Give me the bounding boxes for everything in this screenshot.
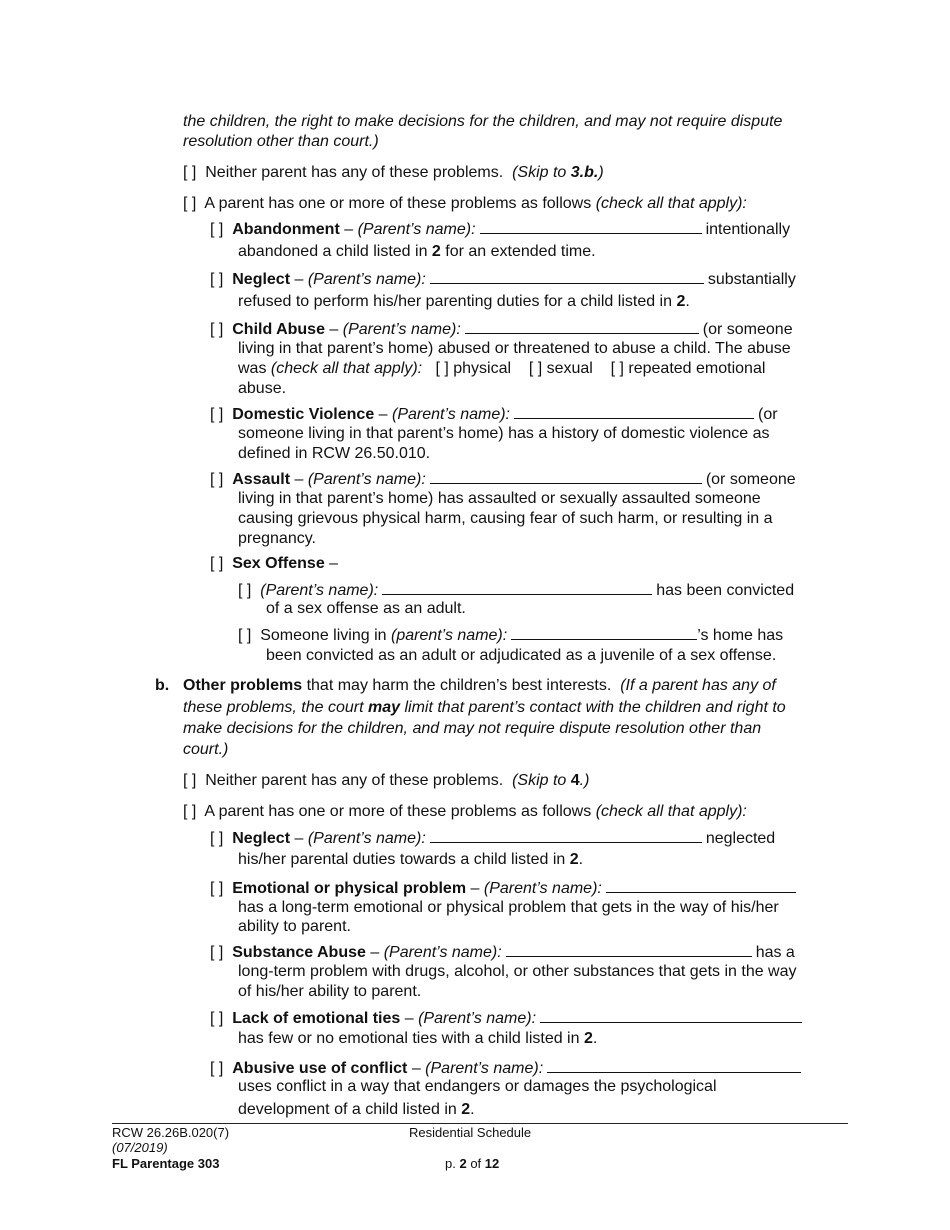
sex-offense-row[interactable]: [ ] Sex Offense – [210, 555, 339, 572]
parent-name-field[interactable] [606, 878, 796, 893]
assault-line-3: causing grievous physical harm, causing fear of such harm, or resulting in a [238, 510, 773, 527]
lack-ties-row[interactable]: [ ] Lack of emotional ties – (Parent’s name): [210, 1008, 806, 1029]
abandonment-line-2: abandoned a child listed in 2 for an extended time. [238, 243, 596, 260]
parent-name-field[interactable] [540, 1008, 802, 1023]
footer-divider [112, 1123, 848, 1124]
abusive-conflict-line-2: uses conflict in a way that endangers or damages the psychological [238, 1078, 717, 1095]
parent-name-field[interactable] [430, 269, 704, 284]
checkbox[interactable]: [ ] [183, 195, 197, 212]
child-abuse-row[interactable]: [ ] Child Abuse – (Parent’s name): (or someone [210, 321, 793, 338]
assault-line-2: living in that parent’s home) has assaulted or sexually assaulted someone [238, 490, 761, 507]
footer-title: Residential Schedule [409, 1125, 532, 1140]
parent-name-field[interactable] [547, 1058, 801, 1073]
substance-abuse-line-2: long-term problem with drugs, alcohol, or other substances that gets in the way [238, 963, 797, 980]
emotional-problem-line-3: ability to parent. [238, 918, 351, 935]
abuse-sexual-option[interactable]: [ ] sexual [528, 360, 593, 377]
abusive-conflict-line-3: development of a child listed in 2. [238, 1101, 475, 1118]
checkbox[interactable]: [ ] [210, 830, 224, 847]
child-abuse-line-2: living in that parent’s home) abused or threatened to abuse a child. The abuse [238, 340, 791, 357]
checkbox[interactable]: [ ] [210, 944, 224, 961]
b-one-or-more-option[interactable]: [ ] A parent has one or more of these problems as follows (check all that apply): [183, 803, 747, 820]
footer-form-name: FL Parentage 303 [112, 1156, 220, 1171]
section-b-note-4: court.) [183, 741, 229, 758]
lack-ties-line-2: has few or no emotional ties with a child listed in 2. [238, 1030, 598, 1047]
footer-rcw: RCW 26.26B.020(7) [112, 1125, 230, 1140]
child-abuse-line-4: abuse. [238, 380, 287, 397]
sex-offense-sub-1-line-2: of a sex offense as an adult. [266, 600, 466, 617]
abusive-conflict-row[interactable]: [ ] Abusive use of conflict – (Parent’s name): [210, 1058, 805, 1079]
b-neglect-line-2: his/her parental duties towards a child listed in 2. [238, 851, 584, 868]
neglect-line-2: refused to perform his/her parenting duties for a child listed in 2. [238, 293, 690, 310]
intro-line-1: the children, the right to make decisions for the children, and may not require dispute [183, 113, 783, 130]
sex-offense-sub-1[interactable]: [ ] (Parent’s name): has been convicted [238, 582, 795, 599]
neglect-row[interactable]: [ ] Neglect – (Parent’s name): substantially [210, 271, 796, 288]
domestic-violence-line-2: someone living in that parent’s home) has a history of domestic violence as [238, 425, 770, 442]
emotional-problem-line-2: has a long-term emotional or physical problem that gets in the way of his/her [238, 899, 779, 916]
abuse-emotional-option[interactable]: [ ] repeated emotional [610, 360, 766, 377]
parent-name-field[interactable] [430, 469, 702, 484]
parent-name-field[interactable] [465, 319, 699, 334]
checkbox[interactable]: [ ] [210, 221, 224, 238]
section-b-label: b. [155, 677, 170, 694]
substance-abuse-row[interactable]: [ ] Substance Abuse – (Parent’s name): has a [210, 944, 795, 961]
domestic-violence-line-3: defined in RCW 26.50.010. [238, 445, 431, 462]
checkbox[interactable]: [ ] [183, 164, 197, 181]
checkbox[interactable]: [ ] [183, 772, 197, 789]
checkbox[interactable]: [ ] [210, 880, 224, 897]
footer-date: (07/2019) [112, 1140, 168, 1155]
domestic-violence-row[interactable]: [ ] Domestic Violence – (Parent’s name): (or [210, 406, 778, 423]
sex-offense-sub-2[interactable]: [ ] Someone living in (parent’s name): ’s home has [238, 627, 784, 644]
checkbox[interactable]: [ ] [210, 1010, 224, 1027]
parent-name-field[interactable] [480, 219, 702, 234]
sex-offense-sub-2-line-2: been convicted as an adult or adjudicated as a juvenile of a sex offense. [266, 647, 777, 664]
checkbox[interactable]: [ ] [210, 1060, 224, 1077]
parent-name-field[interactable] [511, 625, 697, 640]
section-b-note-3: make decisions for the children, and may not require dispute resolution other than [183, 720, 762, 737]
footer-page-number: p. 2 of 12 [445, 1156, 500, 1171]
checkbox[interactable]: [ ] [210, 321, 224, 338]
checkbox[interactable]: [ ] [210, 406, 224, 423]
a-one-or-more-option[interactable]: [ ] A parent has one or more of these problems as follows (check all that apply): [183, 195, 747, 212]
substance-abuse-line-3: of his/her ability to parent. [238, 983, 422, 1000]
section-b-note-2: these problems, the court may limit that parent’s contact with the children and right to [183, 699, 786, 716]
assault-row[interactable]: [ ] Assault – (Parent’s name): (or someone [210, 471, 796, 488]
checkbox[interactable]: [ ] [210, 271, 224, 288]
checkbox[interactable]: [ ] [210, 555, 224, 572]
assault-line-4: pregnancy. [238, 530, 316, 547]
parent-name-field[interactable] [382, 580, 652, 595]
child-abuse-line-3: was (check all that apply): [ ] physical [ ] sexual [ ] repeated emotional [238, 360, 766, 377]
intro-line-2: resolution other than court.) [183, 133, 379, 150]
checkbox[interactable]: [ ] [238, 627, 252, 644]
checkbox[interactable]: [ ] [238, 582, 252, 599]
parent-name-field[interactable] [506, 942, 752, 957]
section-b-heading: Other problems that may harm the children’s best interests. (If a parent has any of [183, 677, 776, 694]
b-neither-option[interactable]: [ ] Neither parent has any of these problems. (Skip to 4.) [183, 772, 590, 789]
parent-name-field[interactable] [514, 404, 754, 419]
checkbox[interactable]: [ ] [183, 803, 197, 820]
parent-name-field[interactable] [430, 828, 702, 843]
b-neglect-row[interactable]: [ ] Neglect – (Parent’s name): neglected [210, 830, 776, 847]
a-neither-option[interactable]: [ ] Neither parent has any of these problems. (Skip to 3.b.) [183, 164, 604, 181]
abuse-physical-option[interactable]: [ ] physical [435, 360, 512, 377]
abandonment-row[interactable]: [ ] Abandonment – (Parent’s name): intentionally [210, 221, 791, 238]
emotional-problem-row[interactable]: [ ] Emotional or physical problem – (Parent’s name): [210, 878, 800, 899]
checkbox[interactable]: [ ] [210, 471, 224, 488]
